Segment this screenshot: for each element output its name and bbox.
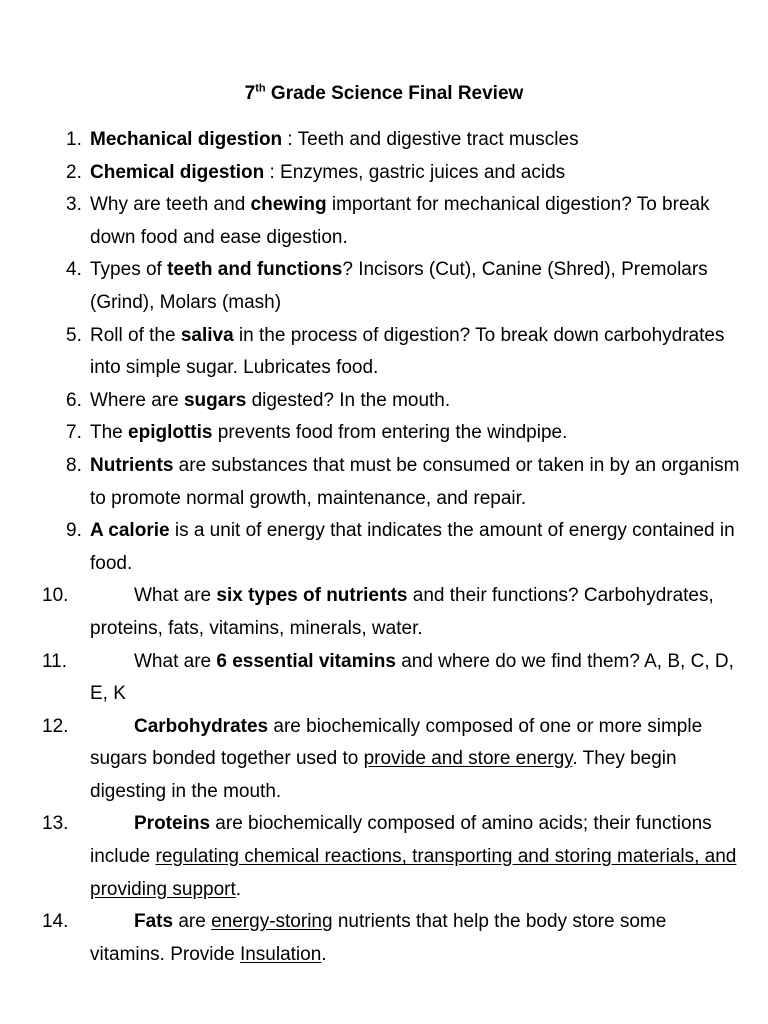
list-item: 4. Types of teeth and functions? Incisors (Cut), Canine (Shred), Premolars (Grind), Molars (mash) [66, 259, 708, 313]
page-title: 7th Grade Science Final Review [244, 82, 524, 104]
list-item: 12. Carbohydrates are biochemically composed of one or more simple sugars bonded together used to provide and store energy. They begin digesting in the mouth. [42, 715, 703, 802]
list-item: 1. Mechanical digestion : Teeth and digestive tract muscles [66, 129, 579, 150]
list-item: 2. Chemical digestion : Enzymes, gastric juices and acids [66, 161, 566, 183]
list-item: 8. Nutrients are substances that must be consumed or taken in by an organism to promote normal growth, maintenance, and repair. [66, 454, 740, 509]
list-item: 6. Where are sugars digested? In the mouth. [66, 389, 451, 411]
list-item: 9. A calorie is a unit of energy that indicates the amount of energy contained in food. [66, 520, 735, 574]
review-list [42, 124, 746, 971]
list-item: 10. What are six types of nutrients and their functions? Carbohydrates, proteins, fats, vitamins, minerals, water. [42, 585, 714, 639]
list-item: 11. What are 6 essential vitamins and where do we find them? A, B, C, D, E, K [42, 650, 734, 705]
list-item: 5. Roll of the saliva in the process of digestion? To break down carbohydrates into simple sugar. Lubricates food. [66, 324, 725, 379]
list-item: 14. Fats are energy-storing nutrients that help the body store some vitamins. Provide Insulation. [42, 911, 667, 965]
list-item: 13. Proteins are biochemically composed of amino acids; their functions include regulating chemical reactions, transporting and storing materials, and providing support. [42, 813, 737, 900]
list-item: 3. Why are teeth and chewing important for mechanical digestion? To break down food and ease digestion. [66, 194, 710, 248]
list-item: 7. The epiglottis prevents food from entering the windpipe. [66, 422, 568, 444]
